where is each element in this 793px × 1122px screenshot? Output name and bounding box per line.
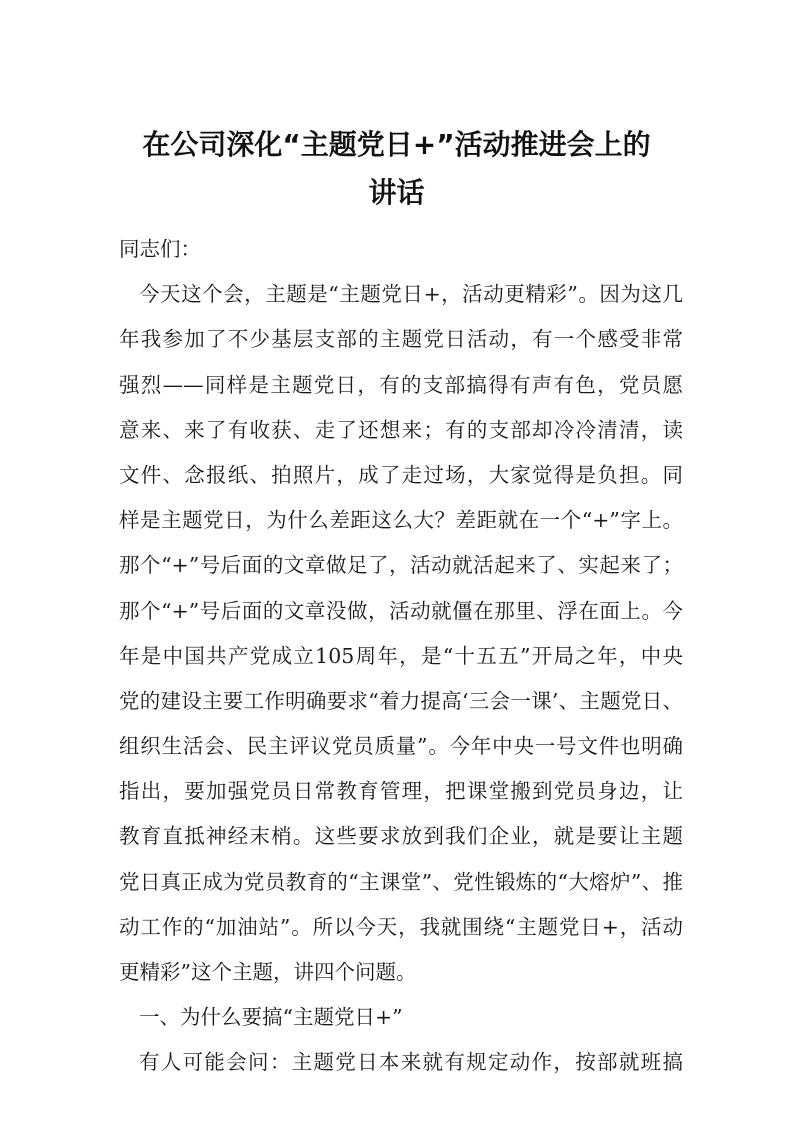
document-title-line-1: 在公司深化“主题党日+”活动推进会上的	[142, 128, 651, 161]
paragraph-line: 动工作的“加油站”。所以今天，我就围绕“主题党日+，活动	[119, 914, 683, 939]
paragraph-line: 教育直抵神经末梢。这些要求放到我们企业，就是要让主题	[119, 824, 683, 849]
paragraph-line: 那个“+”号后面的文章做足了，活动就活起来了、实起来了；	[119, 553, 683, 578]
paragraph-line: 样是主题党日，为什么差距这么大？差距就在一个“+”字上。	[119, 508, 683, 533]
paragraph-line: 指出，要加强党员日常教育管理，把课堂搬到党员身边，让	[119, 779, 683, 804]
paragraph-line: 年是中国共产党成立105周年，是“十五五”开局之年，中央	[119, 643, 683, 668]
paragraph-line: 强烈——同样是主题党日，有的支部搞得有声有色，党员愿	[119, 372, 683, 397]
paragraph-line: 今天这个会，主题是“主题党日+，活动更精彩”。因为这几	[139, 282, 683, 307]
paragraph-line: 更精彩”这个主题，讲四个问题。	[119, 960, 417, 984]
salutation: 同志们：	[119, 237, 201, 261]
paragraph-line: 年我参加了不少基层支部的主题党日活动，有一个感受非常	[119, 327, 683, 352]
paragraph-line: 文件、念报纸、拍照片，成了走过场，大家觉得是负担。同	[119, 462, 683, 487]
document-title-line-2: 讲话	[368, 176, 425, 209]
paragraph-line: 党的建设主要工作明确要求“着力提高‘三会一课’、主题党日、	[119, 688, 683, 713]
paragraph-line: 党日真正成为党员教育的“主课堂”、党性锻炼的“大熔炉”、推	[119, 869, 683, 894]
section-heading: 一、为什么要搞“主题党日+”	[139, 1005, 403, 1030]
paragraph-line: 组织生活会、民主评议党员质量”。今年中央一号文件也明确	[119, 734, 683, 759]
paragraph-line: 意来、来了有收获、走了还想来；有的支部却冷冷清清，读	[119, 417, 683, 442]
paragraph-line: 那个“+”号后面的文章没做，活动就僵在那里、浮在面上。今	[119, 598, 683, 623]
paragraph-line: 有人可能会问：主题党日本来就有规定动作，按部就班搞	[139, 1050, 683, 1075]
document-body	[119, 227, 683, 1086]
